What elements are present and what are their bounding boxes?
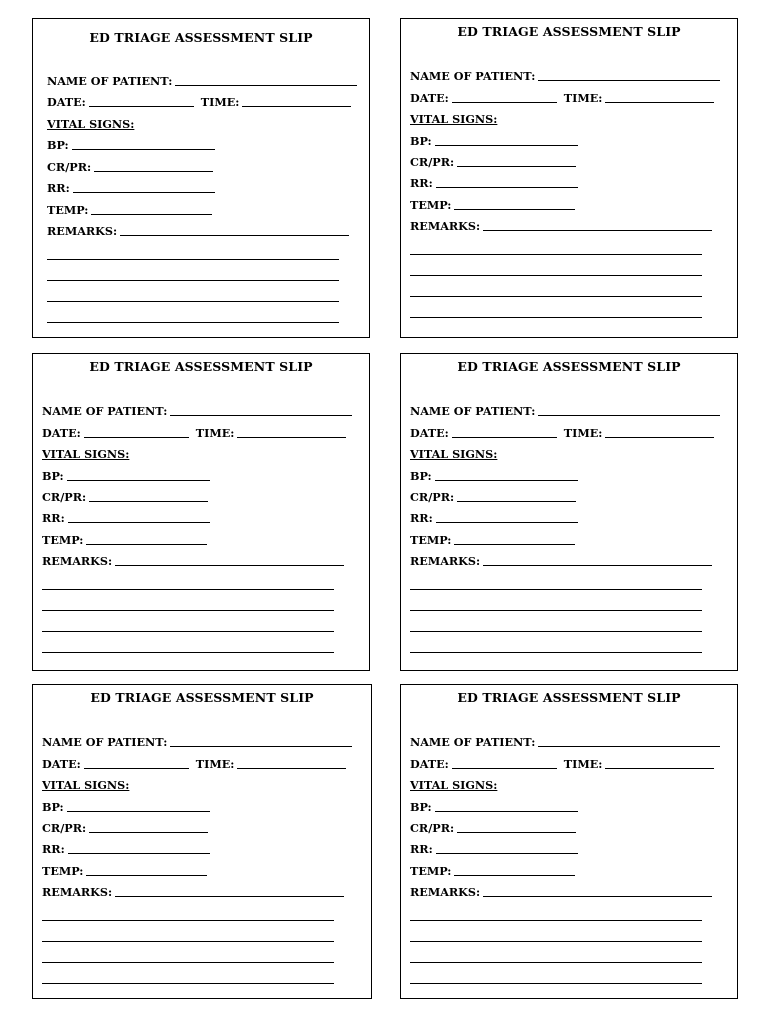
bp-label: BP: (410, 469, 432, 483)
temp-label: TEMP: (42, 864, 84, 878)
time-label: TIME: (563, 426, 603, 440)
remarks-extra-line[interactable] (410, 296, 702, 297)
crpr-label: CR/PR: (410, 155, 455, 169)
slip-3 (32, 353, 370, 671)
rr-field (410, 176, 578, 190)
remarks-label: REMARKS: (47, 224, 118, 238)
remarks-extra-line[interactable] (42, 652, 334, 653)
name-field (410, 404, 720, 418)
bp-line[interactable] (67, 480, 210, 481)
time-line[interactable] (605, 102, 714, 103)
remarks-extra-line[interactable] (47, 322, 339, 323)
remarks-field (47, 224, 349, 238)
date-line[interactable] (84, 768, 189, 769)
remarks-extra-line[interactable] (410, 652, 702, 653)
remarks-label: REMARKS: (410, 219, 481, 233)
remarks-extra-line[interactable] (410, 920, 702, 921)
remarks-extra-line[interactable] (410, 962, 702, 963)
date-label: DATE: (410, 757, 449, 771)
bp-label: BP: (410, 134, 432, 148)
crpr-label: CR/PR: (410, 490, 455, 504)
remarks-field (42, 885, 344, 899)
remarks-line[interactable] (120, 235, 349, 236)
bp-label: BP: (42, 800, 64, 814)
remarks-extra-line[interactable] (47, 259, 339, 260)
slip-title: ED TRIAGE ASSESSMENT SLIP (89, 359, 313, 374)
temp-line[interactable] (86, 544, 207, 545)
remarks-label: REMARKS: (42, 554, 113, 568)
remarks-line[interactable] (483, 565, 712, 566)
bp-label: BP: (42, 469, 64, 483)
name-line[interactable] (538, 415, 720, 416)
rr-line[interactable] (68, 853, 210, 854)
vital-signs-heading: VITAL SIGNS: (410, 778, 498, 792)
slip-5 (32, 684, 372, 999)
rr-field (410, 842, 578, 856)
bp-line[interactable] (67, 811, 210, 812)
name-label: NAME OF PATIENT: (47, 74, 173, 88)
slip-6 (400, 684, 738, 999)
date-label: DATE: (410, 426, 449, 440)
rr-line[interactable] (436, 853, 578, 854)
date-time-field (47, 95, 351, 109)
vital-signs-heading: VITAL SIGNS: (410, 447, 498, 461)
date-line[interactable] (84, 437, 189, 438)
slip-1 (32, 18, 370, 338)
temp-line[interactable] (454, 875, 575, 876)
time-line[interactable] (242, 106, 351, 107)
time-label: TIME: (195, 757, 235, 771)
vital-signs-heading: VITAL SIGNS: (410, 112, 498, 126)
remarks-extra-line[interactable] (410, 610, 702, 611)
crpr-field (410, 155, 576, 169)
temp-line[interactable] (86, 875, 207, 876)
date-time-field (410, 426, 714, 440)
time-line[interactable] (237, 768, 346, 769)
bp-label: BP: (410, 800, 432, 814)
rr-label: RR: (410, 842, 433, 856)
temp-field (410, 533, 575, 547)
temp-field (410, 864, 575, 878)
rr-label: RR: (47, 181, 70, 195)
crpr-label: CR/PR: (42, 490, 87, 504)
temp-line[interactable] (454, 209, 575, 210)
bp-field (410, 800, 578, 814)
slip-title: ED TRIAGE ASSESSMENT SLIP (90, 690, 314, 705)
temp-field (47, 203, 212, 217)
name-label: NAME OF PATIENT: (42, 735, 168, 749)
remarks-extra-line[interactable] (42, 610, 334, 611)
crpr-line[interactable] (89, 501, 208, 502)
date-time-field (42, 426, 346, 440)
name-field (42, 404, 352, 418)
rr-field (47, 181, 215, 195)
date-label: DATE: (42, 757, 81, 771)
name-line[interactable] (538, 80, 720, 81)
remarks-extra-line[interactable] (42, 589, 334, 590)
rr-line[interactable] (73, 192, 215, 193)
time-label: TIME: (200, 95, 240, 109)
remarks-field (42, 554, 344, 568)
remarks-field (410, 885, 712, 899)
rr-label: RR: (410, 176, 433, 190)
name-line[interactable] (538, 746, 720, 747)
slip-title: ED TRIAGE ASSESSMENT SLIP (457, 690, 681, 705)
crpr-field (410, 490, 576, 504)
crpr-line[interactable] (89, 832, 208, 833)
name-label: NAME OF PATIENT: (410, 735, 536, 749)
remarks-extra-line[interactable] (410, 983, 702, 984)
date-label: DATE: (410, 91, 449, 105)
bp-line[interactable] (435, 480, 578, 481)
date-time-field (410, 757, 714, 771)
bp-field (42, 469, 210, 483)
bp-field (42, 800, 210, 814)
name-field (410, 69, 720, 83)
bp-line[interactable] (72, 149, 215, 150)
slip-4 (400, 353, 738, 671)
crpr-label: CR/PR: (42, 821, 87, 835)
remarks-line[interactable] (115, 565, 344, 566)
time-line[interactable] (605, 768, 714, 769)
crpr-line[interactable] (94, 171, 213, 172)
crpr-field (42, 490, 208, 504)
name-line[interactable] (175, 85, 357, 86)
crpr-line[interactable] (457, 832, 576, 833)
rr-field (42, 511, 210, 525)
bp-field (410, 134, 578, 148)
slip-title: ED TRIAGE ASSESSMENT SLIP (89, 30, 313, 45)
remarks-extra-line[interactable] (410, 631, 702, 632)
remarks-line[interactable] (483, 896, 712, 897)
temp-label: TEMP: (47, 203, 89, 217)
rr-line[interactable] (436, 187, 578, 188)
bp-label: BP: (47, 138, 69, 152)
name-label: NAME OF PATIENT: (410, 404, 536, 418)
temp-label: TEMP: (42, 533, 84, 547)
slip-title: ED TRIAGE ASSESSMENT SLIP (457, 24, 681, 39)
remarks-line[interactable] (115, 896, 344, 897)
vital-signs-heading: VITAL SIGNS: (47, 117, 135, 131)
time-label: TIME: (195, 426, 235, 440)
temp-field (42, 533, 207, 547)
rr-label: RR: (42, 511, 65, 525)
rr-field (42, 842, 210, 856)
temp-line[interactable] (454, 544, 575, 545)
time-line[interactable] (237, 437, 346, 438)
temp-label: TEMP: (410, 198, 452, 212)
remarks-extra-line[interactable] (42, 941, 334, 942)
bp-field (410, 469, 578, 483)
time-line[interactable] (605, 437, 714, 438)
rr-label: RR: (410, 511, 433, 525)
slip-title: ED TRIAGE ASSESSMENT SLIP (457, 359, 681, 374)
remarks-extra-line[interactable] (47, 301, 339, 302)
name-field (42, 735, 352, 749)
vital-signs-heading: VITAL SIGNS: (42, 778, 130, 792)
bp-line[interactable] (435, 811, 578, 812)
remarks-extra-line[interactable] (42, 983, 334, 984)
date-line[interactable] (452, 102, 557, 103)
remarks-extra-line[interactable] (42, 631, 334, 632)
temp-label: TEMP: (410, 864, 452, 878)
date-label: DATE: (47, 95, 86, 109)
remarks-extra-line[interactable] (410, 941, 702, 942)
crpr-label: CR/PR: (47, 160, 92, 174)
remarks-label: REMARKS: (410, 885, 481, 899)
temp-field (410, 198, 575, 212)
date-time-field (42, 757, 346, 771)
date-line[interactable] (452, 768, 557, 769)
remarks-extra-line[interactable] (42, 962, 334, 963)
rr-label: RR: (42, 842, 65, 856)
name-line[interactable] (170, 746, 352, 747)
date-line[interactable] (89, 106, 194, 107)
remarks-label: REMARKS: (410, 554, 481, 568)
bp-line[interactable] (435, 145, 578, 146)
bp-field (47, 138, 215, 152)
time-label: TIME: (563, 91, 603, 105)
remarks-extra-line[interactable] (42, 920, 334, 921)
name-field (410, 735, 720, 749)
crpr-field (47, 160, 213, 174)
remarks-field (410, 554, 712, 568)
slip-2 (400, 18, 738, 338)
name-label: NAME OF PATIENT: (42, 404, 168, 418)
temp-label: TEMP: (410, 533, 452, 547)
temp-field (42, 864, 207, 878)
rr-field (410, 511, 578, 525)
remarks-extra-line[interactable] (410, 275, 702, 276)
crpr-field (410, 821, 576, 835)
time-label: TIME: (563, 757, 603, 771)
crpr-label: CR/PR: (410, 821, 455, 835)
remarks-field (410, 219, 712, 233)
remarks-extra-line[interactable] (410, 589, 702, 590)
remarks-label: REMARKS: (42, 885, 113, 899)
crpr-field (42, 821, 208, 835)
remarks-extra-line[interactable] (410, 317, 702, 318)
date-label: DATE: (42, 426, 81, 440)
name-line[interactable] (170, 415, 352, 416)
date-time-field (410, 91, 714, 105)
crpr-line[interactable] (457, 166, 576, 167)
name-label: NAME OF PATIENT: (410, 69, 536, 83)
rr-line[interactable] (436, 522, 578, 523)
date-line[interactable] (452, 437, 557, 438)
remarks-extra-line[interactable] (410, 254, 702, 255)
temp-line[interactable] (91, 214, 212, 215)
vital-signs-heading: VITAL SIGNS: (42, 447, 130, 461)
remarks-line[interactable] (483, 230, 712, 231)
rr-line[interactable] (68, 522, 210, 523)
name-field (47, 74, 357, 88)
crpr-line[interactable] (457, 501, 576, 502)
remarks-extra-line[interactable] (47, 280, 339, 281)
